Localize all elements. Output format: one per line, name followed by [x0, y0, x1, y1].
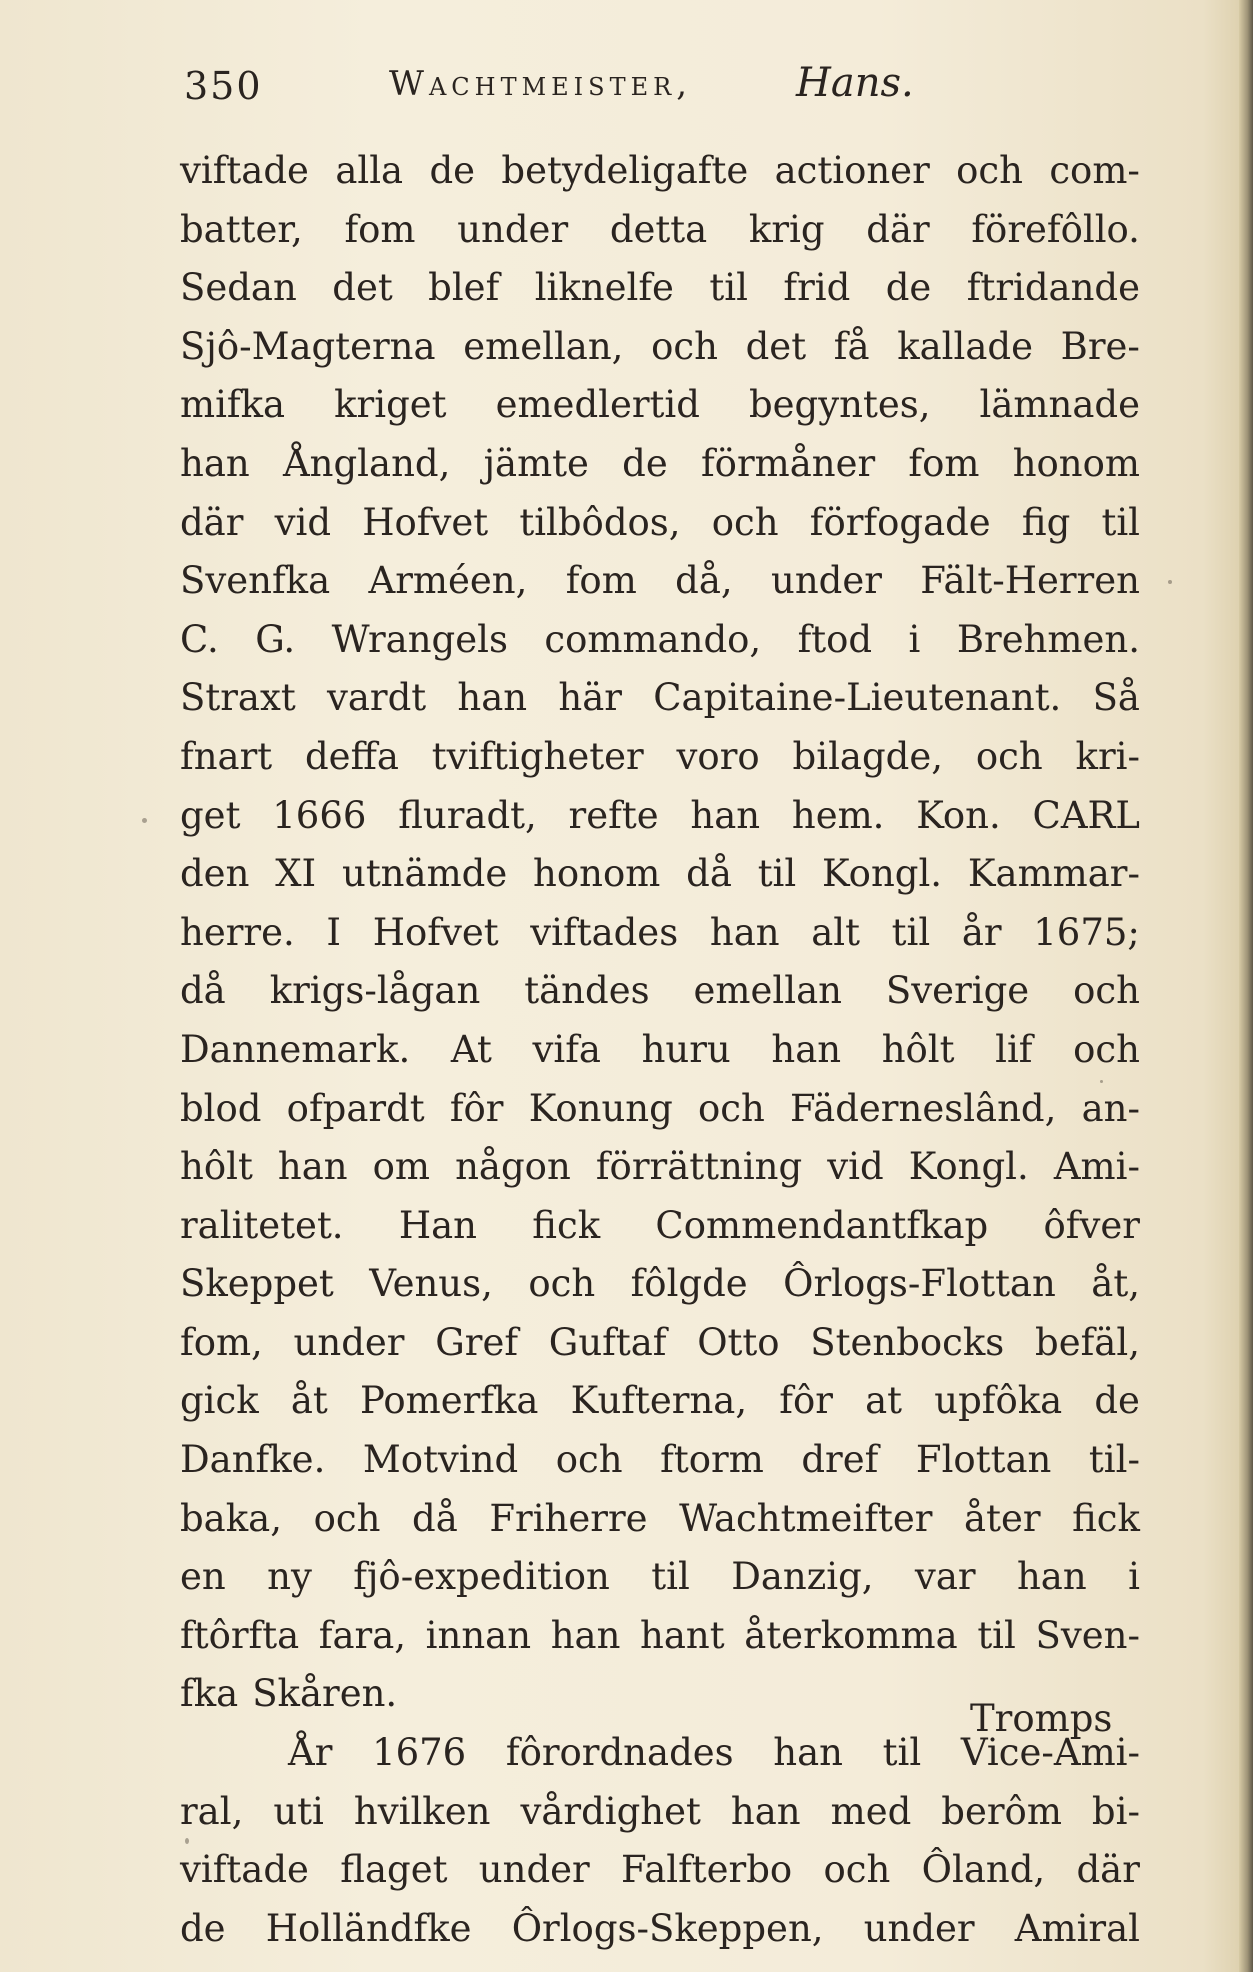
word: commando,	[544, 617, 762, 661]
text-line	[180, 1372, 1140, 1431]
word: Commendantfkap	[655, 1203, 989, 1247]
word: Guftaf	[548, 1320, 667, 1364]
paper-speck	[1168, 580, 1172, 584]
word: Hofvet	[362, 500, 489, 544]
word: tändes	[524, 969, 650, 1013]
text-line	[180, 494, 1140, 553]
body-text	[180, 142, 1140, 1958]
word: Hofvet	[372, 910, 499, 954]
word: utnämde	[341, 852, 508, 896]
word: de	[885, 266, 932, 310]
word: alt	[811, 910, 860, 954]
word: Gref	[435, 1320, 519, 1364]
word: Vice-Ami-	[960, 1731, 1140, 1775]
word: Wrangels	[331, 617, 508, 661]
word: förefôllo.	[971, 207, 1140, 251]
word: Pomerfka	[359, 1379, 539, 1423]
word: med	[830, 1789, 912, 1833]
catchword: Tromps	[970, 1697, 1113, 1740]
word: där	[180, 500, 244, 544]
text-line	[180, 1431, 1140, 1490]
word: en	[180, 1555, 226, 1599]
word: lif	[995, 1027, 1033, 1071]
word: Wachtmeifter	[679, 1496, 933, 1540]
word: hvilken	[353, 1789, 491, 1833]
text-line	[180, 1314, 1140, 1373]
word: Danfke.	[180, 1438, 326, 1482]
word: Kongl.	[822, 852, 943, 896]
word: han	[277, 1145, 348, 1189]
word: ny	[267, 1555, 312, 1599]
word: ral,	[180, 1789, 244, 1833]
text-line	[180, 1138, 1140, 1197]
word: var	[914, 1555, 976, 1599]
word: Dannemark.	[180, 1027, 411, 1071]
word: til	[882, 1731, 922, 1775]
word: åter	[964, 1496, 1041, 1540]
page-edge-shadow	[1239, 0, 1253, 1972]
word: fôr	[449, 1086, 504, 1130]
word: at	[865, 1379, 903, 1423]
text-line	[180, 1490, 1140, 1549]
word: och	[956, 149, 1023, 192]
word: til-	[1088, 1438, 1140, 1482]
word: fluradt,	[398, 793, 537, 837]
word: under	[457, 207, 569, 251]
page-number: 350	[184, 64, 263, 108]
word: någon	[455, 1145, 571, 1189]
word: tilbôdos,	[519, 500, 681, 544]
running-head: Wachtmeister,	[389, 64, 692, 104]
word: han	[1016, 1555, 1087, 1599]
word: begyntes,	[748, 383, 931, 427]
word: hem.	[791, 793, 885, 837]
word: 1666	[272, 793, 367, 837]
word: bilagde,	[792, 734, 943, 778]
word: under	[293, 1320, 405, 1364]
word: ftôrfta	[180, 1613, 300, 1657]
word: berôm	[941, 1789, 1062, 1833]
word: an-	[1081, 1086, 1140, 1130]
word: C.	[180, 617, 219, 661]
text-line	[180, 1021, 1140, 1080]
word: och	[651, 324, 718, 368]
text-line	[180, 1607, 1140, 1666]
word: Kufterna,	[570, 1379, 748, 1423]
word: fom	[565, 559, 637, 603]
word: viftades	[530, 910, 679, 954]
word: ftridande	[966, 266, 1140, 310]
text-line	[180, 376, 1140, 435]
word: ôfver	[1043, 1203, 1140, 1247]
paper-speck	[185, 1838, 189, 1844]
word: han	[730, 1789, 801, 1833]
word: viftade	[180, 149, 309, 192]
word: Konung	[528, 1086, 673, 1130]
word: huru	[641, 1027, 731, 1071]
word: Kongl.	[908, 1145, 1029, 1189]
word: hant	[640, 1613, 725, 1657]
word: och	[823, 1848, 891, 1892]
word: tviftigheter	[431, 734, 644, 778]
word: honom	[533, 852, 661, 896]
word: vid	[827, 1145, 884, 1189]
word: fom	[908, 441, 980, 485]
word: krigs-lågan	[269, 969, 481, 1013]
word: fôlgde	[630, 1262, 748, 1306]
word: kallade	[897, 324, 1033, 368]
word: XI	[275, 852, 317, 896]
word: fôrordnades	[505, 1731, 734, 1775]
text-line	[180, 1255, 1140, 1314]
word: innan	[425, 1613, 532, 1657]
word: til	[757, 852, 797, 896]
word: och	[1073, 969, 1140, 1013]
word: vid	[274, 500, 332, 544]
word: til	[891, 910, 931, 954]
word: befäl,	[1035, 1320, 1140, 1364]
text-line	[180, 1197, 1140, 1256]
word: Sedan	[180, 266, 297, 310]
word: Otto	[697, 1320, 780, 1364]
word: där	[1076, 1848, 1140, 1892]
word: det	[745, 324, 807, 368]
word: G.	[255, 617, 296, 661]
word: han	[709, 910, 780, 954]
word: de	[622, 441, 668, 485]
word: ralitetet.	[180, 1203, 344, 1247]
word: fka	[180, 1672, 239, 1716]
word: under	[478, 1848, 590, 1892]
word: uti	[273, 1789, 324, 1833]
word: Ôrlogs-Flottan	[783, 1262, 1056, 1306]
word: Sven-	[1035, 1613, 1140, 1657]
word: få	[833, 324, 870, 368]
word: ftorm	[660, 1438, 764, 1482]
text-line	[180, 611, 1140, 670]
word: fara,	[318, 1613, 407, 1657]
word: de	[429, 149, 476, 192]
running-head-name: Hans.	[796, 60, 914, 106]
word: Arméen,	[368, 559, 528, 603]
word: och	[697, 1086, 765, 1130]
word: åt	[290, 1379, 328, 1423]
text-line	[180, 435, 1140, 494]
word: År	[288, 1731, 333, 1775]
word: där	[866, 207, 930, 251]
word: jämte	[483, 441, 589, 485]
word: då	[412, 1496, 458, 1540]
word: batter,	[180, 207, 303, 251]
word: han	[180, 441, 250, 485]
text-line	[180, 669, 1140, 728]
word: fig	[1021, 500, 1071, 544]
word: fôr	[779, 1379, 833, 1423]
word: hôlt	[881, 1027, 955, 1071]
word: deffa	[305, 734, 399, 778]
word: Motvind	[362, 1438, 519, 1482]
word: flaget	[340, 1848, 448, 1892]
word: den	[180, 852, 250, 896]
text-line	[180, 728, 1140, 787]
word: actioner	[774, 149, 930, 192]
word: fnart	[180, 734, 273, 778]
word: hôlt	[180, 1145, 253, 1189]
word: til	[1101, 500, 1140, 544]
word: ofpardt	[286, 1086, 425, 1130]
word: han	[457, 676, 528, 720]
word: Sverige	[885, 969, 1030, 1013]
word: Kammar-	[967, 852, 1140, 896]
word: Så	[1092, 676, 1140, 720]
word: Amiral	[1014, 1906, 1140, 1950]
word: i	[1128, 1555, 1140, 1599]
text-line	[180, 845, 1140, 904]
word: och	[975, 734, 1043, 778]
word: alla	[335, 149, 404, 192]
word: förrättning	[595, 1145, 803, 1189]
word: det	[332, 266, 393, 310]
word: honom	[1012, 441, 1140, 485]
text-line	[180, 787, 1140, 846]
word: Holländfke	[265, 1906, 472, 1950]
word: At	[450, 1027, 492, 1071]
word: Falfterbo	[621, 1848, 793, 1892]
word: förfogade	[809, 500, 991, 544]
word: de	[180, 1906, 226, 1950]
word: vårdighet	[520, 1789, 701, 1833]
word: han	[771, 1027, 842, 1071]
word: han	[550, 1613, 621, 1657]
word: viftade	[180, 1848, 309, 1892]
word: Brehmen.	[956, 617, 1140, 661]
word: 1676	[372, 1731, 467, 1775]
word: get	[180, 793, 241, 837]
word: liknelfe	[534, 266, 674, 310]
word: 1675;	[1033, 910, 1140, 954]
word: han	[690, 793, 761, 837]
word: CARL	[1032, 793, 1140, 837]
word: förmåner	[700, 441, 876, 485]
word: detta	[609, 207, 708, 251]
word: blef	[428, 266, 500, 310]
word: återkomma	[744, 1613, 958, 1657]
word: frid	[783, 266, 851, 310]
word: kriget	[334, 383, 447, 427]
word: kri-	[1075, 734, 1140, 778]
word: bi-	[1091, 1789, 1140, 1833]
word: til	[651, 1555, 690, 1599]
word: upfôka	[934, 1379, 1063, 1423]
word: voro	[676, 734, 760, 778]
word: Skåren.	[252, 1672, 398, 1716]
word: til	[709, 266, 748, 310]
word: de	[1094, 1379, 1140, 1423]
text-line	[180, 318, 1140, 377]
word: Flottan	[915, 1438, 1052, 1482]
word: emellan	[693, 969, 842, 1013]
word: och	[555, 1438, 623, 1482]
word: I	[326, 910, 342, 954]
word: til	[977, 1613, 1016, 1657]
word: då,	[675, 559, 733, 603]
word: Stenbocks	[810, 1320, 1005, 1364]
word: Kon.	[916, 793, 1001, 837]
word: Skeppet	[180, 1262, 334, 1306]
word: baka,	[180, 1496, 282, 1540]
word: refte	[568, 793, 659, 837]
text-line	[180, 962, 1140, 1021]
word: år	[961, 910, 1002, 954]
word: vifa	[532, 1027, 601, 1071]
word: och	[528, 1262, 596, 1306]
word: emellan,	[463, 324, 624, 368]
text-line	[180, 1080, 1140, 1139]
word: Capitaine-Lieutenant.	[653, 676, 1062, 720]
word: Danzig,	[731, 1555, 874, 1599]
word: Ångland,	[282, 441, 451, 485]
word: Friherre	[489, 1496, 648, 1540]
word: Fäderneslând,	[790, 1086, 1057, 1130]
word: om	[372, 1145, 431, 1189]
text-line	[180, 904, 1140, 963]
text-line	[180, 259, 1140, 318]
word: Ôrlogs-Skeppen,	[511, 1906, 824, 1950]
text-line	[180, 1841, 1140, 1900]
word: blod	[180, 1086, 262, 1130]
word: krig	[748, 207, 825, 251]
word: under	[771, 559, 882, 603]
text-line	[180, 1548, 1140, 1607]
word: fick	[1072, 1496, 1140, 1540]
word: här	[558, 676, 622, 720]
word: och	[711, 500, 779, 544]
word: emedlertid	[495, 383, 700, 427]
word: ftod	[797, 617, 873, 661]
word: lämnade	[979, 383, 1140, 427]
word: fick	[532, 1203, 601, 1247]
word: då	[686, 852, 732, 896]
word: fom	[344, 207, 416, 251]
text-line	[180, 1900, 1140, 1959]
word: åt,	[1091, 1262, 1140, 1306]
word: och	[1073, 1027, 1140, 1071]
page-header	[184, 58, 944, 118]
word: fjô-expedition	[353, 1555, 610, 1599]
word: han	[773, 1731, 843, 1775]
text-line	[180, 142, 1140, 201]
word: dref	[801, 1438, 879, 1482]
word: Straxt	[180, 676, 296, 720]
word: i	[908, 617, 921, 661]
word: Han	[398, 1203, 478, 1247]
word: under	[863, 1906, 975, 1950]
word: mifka	[180, 383, 286, 427]
text-line	[180, 201, 1140, 260]
word: Bre-	[1060, 324, 1140, 368]
word: herre.	[180, 910, 295, 954]
word: com-	[1049, 149, 1140, 192]
word: Venus,	[369, 1262, 493, 1306]
text-line	[180, 1783, 1140, 1842]
word: vardt	[326, 676, 427, 720]
word: Sjô-Magterna	[180, 324, 436, 368]
paper-speck	[1100, 1080, 1103, 1083]
word: Ôland,	[921, 1848, 1046, 1892]
word: Svenfka	[180, 559, 331, 603]
word: Fält-Herren	[920, 559, 1140, 603]
word: fom,	[180, 1320, 263, 1364]
text-line	[180, 552, 1140, 611]
word: betydeligafte	[501, 149, 749, 192]
word: gick	[180, 1379, 259, 1423]
word: och	[313, 1496, 381, 1540]
word: då	[180, 969, 226, 1013]
paper-speck	[142, 818, 147, 823]
word: Ami-	[1053, 1145, 1140, 1189]
